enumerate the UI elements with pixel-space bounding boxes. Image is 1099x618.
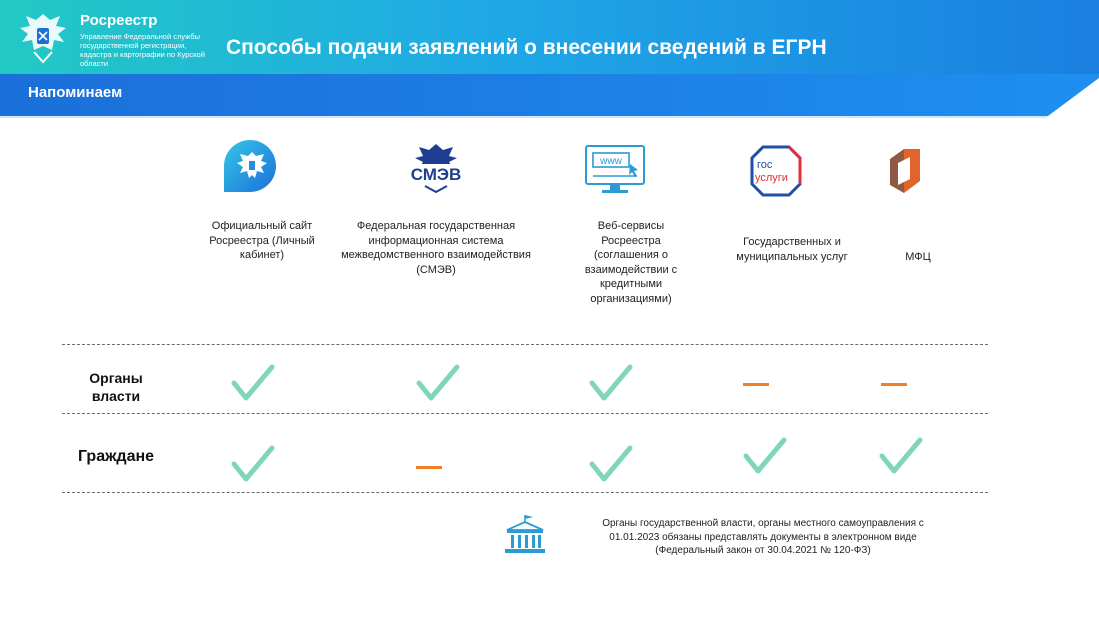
- rosreestr-app-icon: [222, 138, 282, 194]
- mfc-icon: [886, 145, 924, 197]
- org-subtitle: Управление Федеральной службы государственной регистрации, кадастра и картографии по Курской области: [80, 32, 205, 68]
- smev-icon: [405, 142, 467, 194]
- check-icon: [231, 363, 275, 403]
- dash-icon: [416, 465, 442, 471]
- check-icon: [743, 436, 787, 476]
- org-name: Росреестр: [80, 12, 158, 29]
- dash-icon: [743, 382, 769, 388]
- svg-text:СМЭВ: СМЭВ: [410, 165, 462, 184]
- table-divider: [62, 413, 988, 414]
- svg-text:www: www: [600, 156, 622, 167]
- table-divider: [62, 492, 988, 493]
- check-icon: [416, 363, 460, 403]
- government-building-icon: [503, 514, 547, 554]
- service-label-gosuslugi: Государственных и муниципальных услуг: [736, 236, 848, 263]
- check-icon: [231, 444, 275, 484]
- service-label-web-services: Веб-сервисы Росреестра (соглашения о взаимодействии с кредитными организациями): [584, 220, 678, 305]
- check-icon: [589, 444, 633, 484]
- svg-text:услуги: услуги: [755, 172, 788, 184]
- dash-icon: [881, 382, 907, 388]
- svg-text:гос: гос: [757, 159, 773, 171]
- service-label-rosreestr-site: Официальный сайт Росреестра (Личный кабинет): [209, 220, 315, 261]
- reminder-bar: [0, 74, 1099, 118]
- check-icon: [589, 363, 633, 403]
- service-label-smev: Федеральная государственная информационная система межведомственного взаимодействия (СМЭВ): [341, 220, 531, 276]
- header-bar: [0, 0, 1099, 74]
- row-label-authorities: Органы власти: [89, 370, 143, 404]
- service-label-mfc: МФЦ: [905, 251, 931, 263]
- rosreestr-emblem-icon: [12, 6, 74, 68]
- page-title: Способы подачи заявлений о внесении сведений в ЕГРН: [226, 36, 827, 59]
- www-monitor-icon: [584, 144, 646, 196]
- check-icon: [879, 436, 923, 476]
- note-text: Органы государственной власти, органы местного самоуправления с 01.01.2023 обязаны представлять документы в электронном виде (Федеральный закон от 30.04.2021 № 120-ФЗ): [602, 518, 924, 556]
- gosuslugi-icon: [749, 144, 803, 198]
- row-label-citizens: Граждане: [77, 448, 155, 465]
- reminder-label: Напоминаем: [28, 84, 123, 101]
- table-divider: [62, 344, 988, 345]
